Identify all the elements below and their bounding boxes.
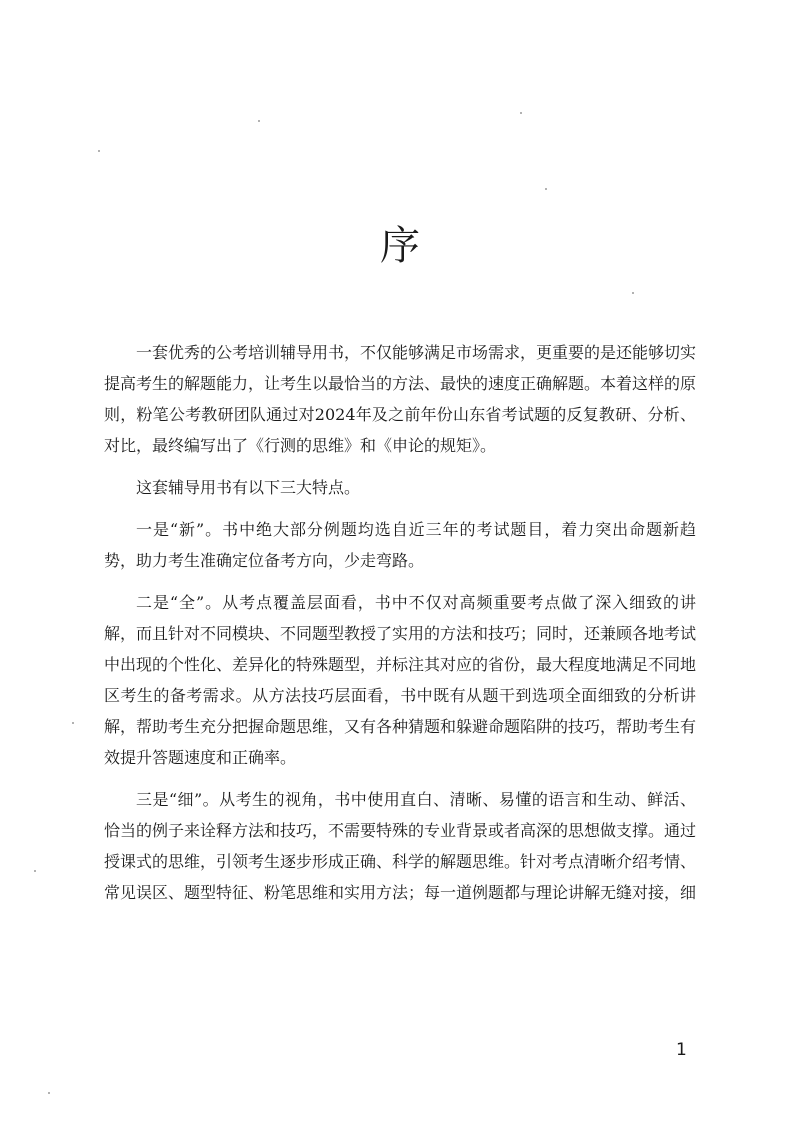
preface-body bbox=[104, 337, 696, 908]
scan-speck bbox=[98, 150, 100, 152]
paragraph-intro: 一套优秀的公考培训辅导用书，不仅能够满足市场需求，更重要的是还能够切实提高考生的解题能力，让考生以最恰当的方法、最快的速度正确解题。本着这样的原则，粉笔公考教研团队通过对2024年及之前年份山东省考试题的反复教研、分析、对比，最终编写出了《行测的思维》和《申论的规矩》。 bbox=[104, 343, 697, 455]
paragraph-feature-complete: 二是“全”。从考点覆盖层面看，书中不仅对高频重要考点做了深入细致的讲解，而且针对不同模块、不同题型教授了实用的方法和技巧；同时，还兼顾各地考试中出现的个性化、差异化的特殊题型，并标注其对应的省份，最大程度地满足不同地区考生的备考需求。从方法技巧层面看，书中既有从题干到选项全面细致的分析讲解，帮助考生充分把握命题思维，又有各种猜题和躲避命题陷阱的技巧，帮助考生有效提升答题速度和正确率。 bbox=[104, 593, 697, 767]
paragraph-feature-new: 一是“新”。书中绝大部分例题均选自近三年的考试题目，着力突出命题新趋势，助力考生准确定位备考方向，少走弯路。 bbox=[104, 520, 696, 570]
page-number: 1 bbox=[676, 1040, 687, 1060]
scan-speck bbox=[545, 188, 547, 190]
scan-speck bbox=[632, 292, 634, 294]
scan-speck bbox=[34, 870, 36, 872]
scan-speck bbox=[520, 112, 522, 114]
scan-speck bbox=[48, 1092, 50, 1094]
page-title: 序 bbox=[380, 223, 420, 269]
scan-speck bbox=[258, 120, 260, 122]
paragraph-feature-detailed: 三是“细”。从考生的视角，书中使用直白、清晰、易懂的语言和生动、鲜活、恰当的例子来诠释方法和技巧，不需要特殊的专业背景或者高深的思想做支撑。通过授课式的思维，引领考生逐步形成正确、科学的解题思维。针对考点清晰介绍考情、常见误区、题型特征、粉笔思维和实用方法；每一道例题都与理论讲解无缝对接，细 bbox=[104, 790, 697, 902]
paragraph-features-lead: 这套辅导用书有以下三大特点。 bbox=[136, 478, 361, 497]
scan-speck bbox=[72, 722, 74, 724]
